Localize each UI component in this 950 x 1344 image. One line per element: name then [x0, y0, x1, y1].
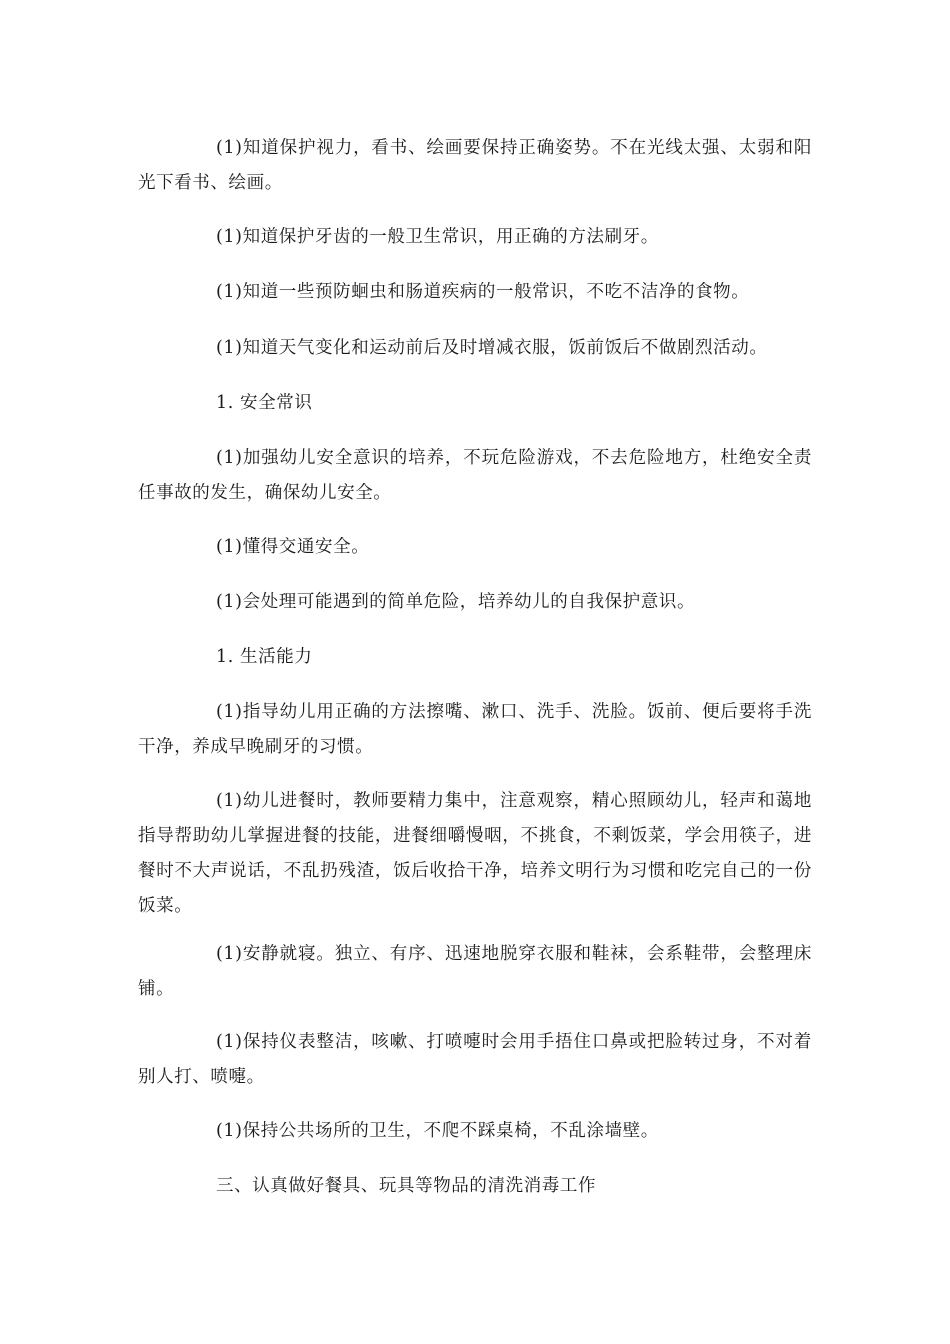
- paragraph-traffic-safety: (1)懂得交通安全。: [216, 537, 370, 557]
- paragraph-mealtime: (1)幼儿进餐时，教师要精力集中，注意观察，精心照顾幼儿，轻声和蔼地指导帮助幼儿掌握进餐的技能，进餐细嚼慢咽，不挑食，不剩饭菜，学会用筷子，进餐时不大声说话，不乱扔残渣，饭后收拾干净，培养文明行为习惯和吃完自己的一份饭菜。: [138, 791, 812, 916]
- paragraph-safety-awareness: (1)加强幼儿安全意识的培养，不玩危险游戏，不去危险地方，杜绝安全责任事故的发生，确保幼儿安全。: [138, 448, 812, 503]
- paragraph-public-hygiene: (1)保持公共场所的卫生，不爬不踩桌椅，不乱涂墙壁。: [216, 1121, 659, 1141]
- section-heading-life-skills: 1. 生活能力: [216, 647, 313, 667]
- paragraph-hygiene-washing: (1)指导幼儿用正确的方法擦嘴、漱口、洗手、洗脸。饭前、便后要将手洗干净，养成早晚刷牙的习惯。: [138, 702, 812, 757]
- section-heading-disinfection: 三、认真做好餐具、玩具等物品的清洗消毒工作: [216, 1176, 597, 1196]
- paragraph-protect-teeth: (1)知道保护牙齿的一般卫生常识，用正确的方法刷牙。: [216, 227, 659, 247]
- paragraph-prevent-disease: (1)知道一些预防蛔虫和肠道疾病的一般常识，不吃不洁净的食物。: [216, 282, 750, 302]
- paragraph-protect-eyesight: (1)知道保护视力，看书、绘画要保持正确姿势。不在光线太强、太弱和阳光下看书、绘画。: [138, 138, 812, 193]
- paragraph-nap-time: (1)安静就寝。独立、有序、迅速地脱穿衣服和鞋袜，会系鞋带，会整理床铺。: [138, 944, 812, 999]
- section-heading-safety: 1. 安全常识: [216, 393, 313, 413]
- paragraph-tidy-appearance: (1)保持仪表整洁，咳嗽、打喷嚏时会用手捂住口鼻或把脸转过身，不对着别人打、喷嚏。: [138, 1032, 812, 1087]
- paragraph-self-protection: (1)会处理可能遇到的简单危险，培养幼儿的自我保护意识。: [216, 592, 696, 612]
- paragraph-weather-clothing: (1)知道天气变化和运动前后及时增减衣服，饭前饭后不做剧烈活动。: [216, 338, 768, 358]
